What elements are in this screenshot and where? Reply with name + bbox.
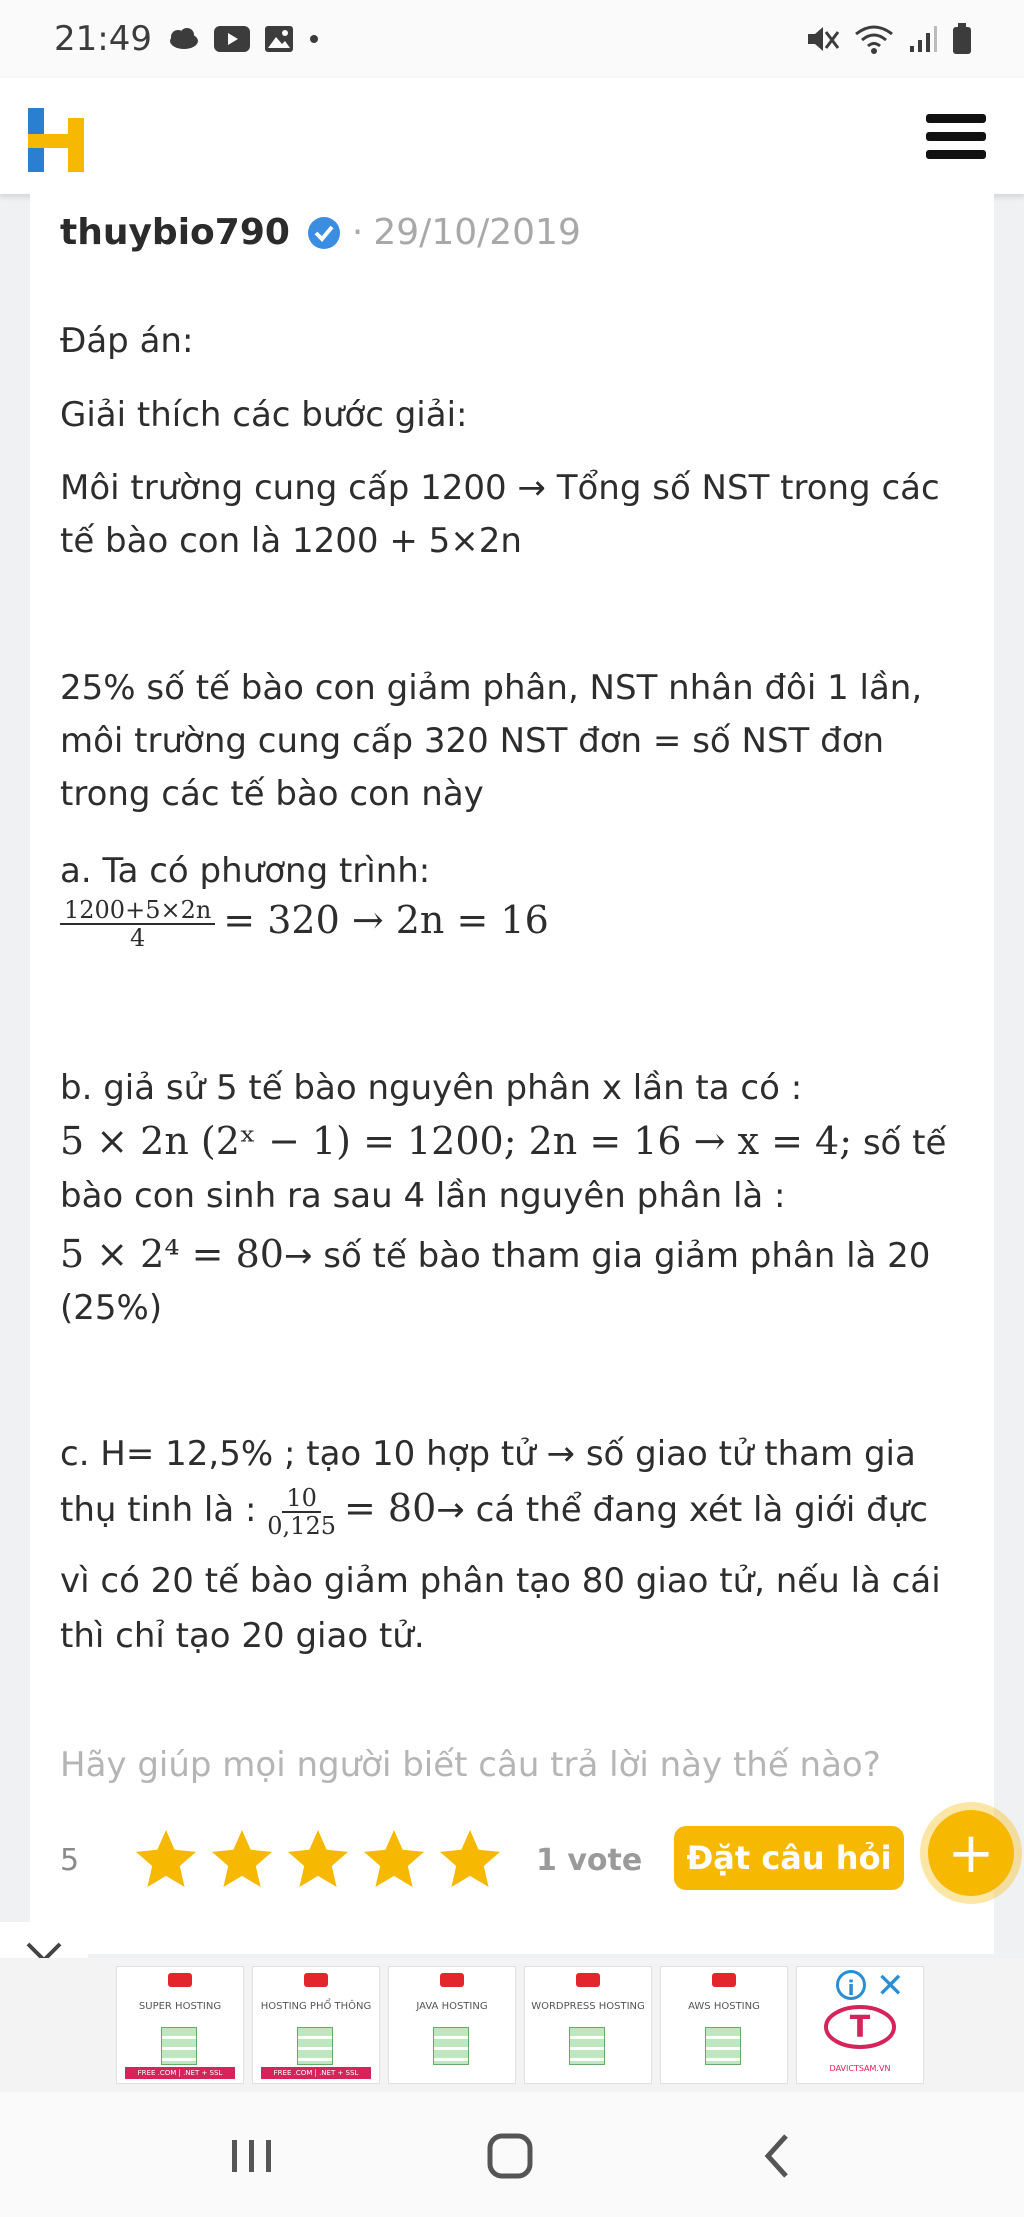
text: → cá thể đang xét là giới đực — [436, 1490, 929, 1530]
youtube-icon — [214, 26, 250, 52]
close-icon[interactable]: ✕ — [876, 1966, 905, 2006]
svg-text:T: T — [849, 2010, 871, 2045]
brand-mark — [168, 1973, 192, 1987]
fraction-denominator: 4 — [130, 923, 146, 952]
ad-item[interactable] — [524, 1966, 652, 2084]
brand-text: DAVICTSAM.VN — [829, 2064, 891, 2073]
ad-banner — [0, 1958, 1024, 2092]
ad-item[interactable] — [116, 1966, 244, 2084]
part-b-line2 — [60, 1115, 960, 1170]
server-icon — [433, 2027, 469, 2065]
separator-dot: · — [351, 212, 364, 253]
server-icon — [161, 2027, 197, 2065]
signal-icon — [908, 24, 938, 54]
fraction-denominator: 0,125 — [267, 1511, 336, 1540]
ad-label: WORDPRESS HOSTING — [531, 2001, 645, 2012]
mute-icon — [806, 24, 840, 54]
ad-footer: FREE .COM | .NET + SSL — [261, 2067, 371, 2079]
brand-mark — [576, 1973, 600, 1987]
star-rating — [130, 1824, 506, 1896]
equation-text: = 80 — [344, 1486, 437, 1530]
menu-button[interactable] — [926, 114, 986, 164]
brand-mark — [440, 1973, 464, 1987]
status-time: 21:49 — [54, 19, 152, 59]
part-c-line3: vì có 20 tế bào giảm phân tạo 80 giao tử, nếu là cái — [60, 1561, 941, 1601]
wifi-icon — [854, 24, 894, 54]
menu-bar — [926, 150, 986, 159]
part-c-line4: thì chỉ tạo 20 giao tử. — [60, 1616, 425, 1656]
server-icon — [569, 2027, 605, 2065]
fraction — [267, 1485, 336, 1539]
status-bar — [0, 0, 1024, 78]
ad-footer: FREE .COM | .NET + SSL — [125, 2067, 235, 2079]
fraction-numerator: 10 — [282, 1485, 321, 1513]
equation-text: 5 × 2n (2ˣ − 1) = 1200; 2n = 16 → x = 4; — [60, 1119, 853, 1163]
battery-icon — [952, 23, 972, 55]
part-b-line3: bào con sinh ra sau 4 lần nguyên phân là : — [60, 1176, 786, 1216]
add-button[interactable]: + — [928, 1810, 1014, 1896]
gallery-icon — [264, 25, 294, 53]
answer-label: Đáp án: — [60, 321, 194, 361]
ad-item[interactable] — [388, 1966, 516, 2084]
text: thụ tinh là : — [60, 1490, 268, 1530]
recent-apps-icon[interactable] — [222, 2128, 282, 2184]
star-icon[interactable] — [358, 1824, 430, 1896]
fraction-numerator: 1200+5×2n — [60, 897, 215, 925]
ad-label: SUPER HOSTING — [138, 2001, 222, 2012]
vote-count: 1 vote — [536, 1842, 643, 1878]
app-header — [0, 78, 1024, 194]
fraction — [60, 897, 215, 951]
menu-bar — [926, 114, 986, 123]
ad-item[interactable] — [660, 1966, 788, 2084]
part-a-equation — [60, 894, 960, 951]
answer-meta — [60, 212, 581, 253]
back-icon[interactable] — [748, 2128, 808, 2184]
equation-text: 5 × 2⁴ = 80 — [60, 1232, 284, 1276]
dot-icon — [308, 33, 320, 45]
explain-label: Giải thích các bước giải: — [60, 395, 468, 435]
star-icon[interactable] — [434, 1824, 506, 1896]
para1-line1: Môi trường cung cấp 1200 → Tổng số NST trong các — [60, 468, 940, 508]
part-c-line1: c. H= 12,5% ; tạo 10 hợp tử → số giao tử tham gia — [60, 1434, 916, 1474]
brand-mark — [304, 1973, 328, 1987]
equation-text: = 320 → 2n = 16 — [223, 898, 549, 942]
text: → số tế bào tham gia giảm phân là 20 — [283, 1236, 931, 1276]
para2-line1: 25% số tế bào con giảm phân, NST nhân đôi 1 lần, — [60, 668, 923, 708]
part-b-line1: b. giả sử 5 tế bào nguyên phân x lần ta có : — [60, 1068, 803, 1108]
part-c-line2 — [60, 1482, 960, 1539]
para2-line2: môi trường cung cấp 320 NST đơn = số NST đơn — [60, 721, 885, 761]
part-b-line4 — [60, 1228, 960, 1283]
author-name[interactable]: thuybio790 — [60, 212, 290, 253]
ad-label: HOSTING PHỔ THÔNG — [260, 2001, 372, 2012]
star-icon[interactable] — [206, 1824, 278, 1896]
feedback-question: Hãy giúp mọi người biết câu trả lời này thế nào? — [60, 1745, 881, 1785]
rating-value: 5 — [60, 1842, 80, 1878]
hoc24-logo[interactable] — [28, 108, 88, 172]
ad-info-icon[interactable]: i — [836, 1970, 866, 2000]
home-icon[interactable] — [480, 2128, 540, 2184]
text: số tế — [852, 1123, 947, 1163]
cloud-icon — [166, 28, 200, 50]
brand-mark — [712, 1973, 736, 1987]
star-icon[interactable] — [130, 1824, 202, 1896]
ask-question-button[interactable]: Đặt câu hỏi — [674, 1826, 904, 1890]
para1-line2: tế bào con là 1200 + 5×2n — [60, 521, 522, 561]
ad-item[interactable] — [252, 1966, 380, 2084]
server-icon — [297, 2027, 333, 2065]
post-date: 29/10/2019 — [373, 212, 581, 253]
server-icon — [705, 2027, 741, 2065]
menu-bar — [926, 132, 986, 141]
part-a-label: a. Ta có phương trình: — [60, 851, 431, 891]
ad-label: AWS HOSTING — [688, 2001, 760, 2012]
para2-line3: trong các tế bào con này — [60, 774, 484, 814]
verified-icon — [306, 215, 342, 251]
star-icon[interactable] — [282, 1824, 354, 1896]
ad-label: JAVA HOSTING — [416, 2001, 488, 2012]
system-nav-bar — [0, 2092, 1024, 2217]
part-b-line5: (25%) — [60, 1288, 163, 1328]
